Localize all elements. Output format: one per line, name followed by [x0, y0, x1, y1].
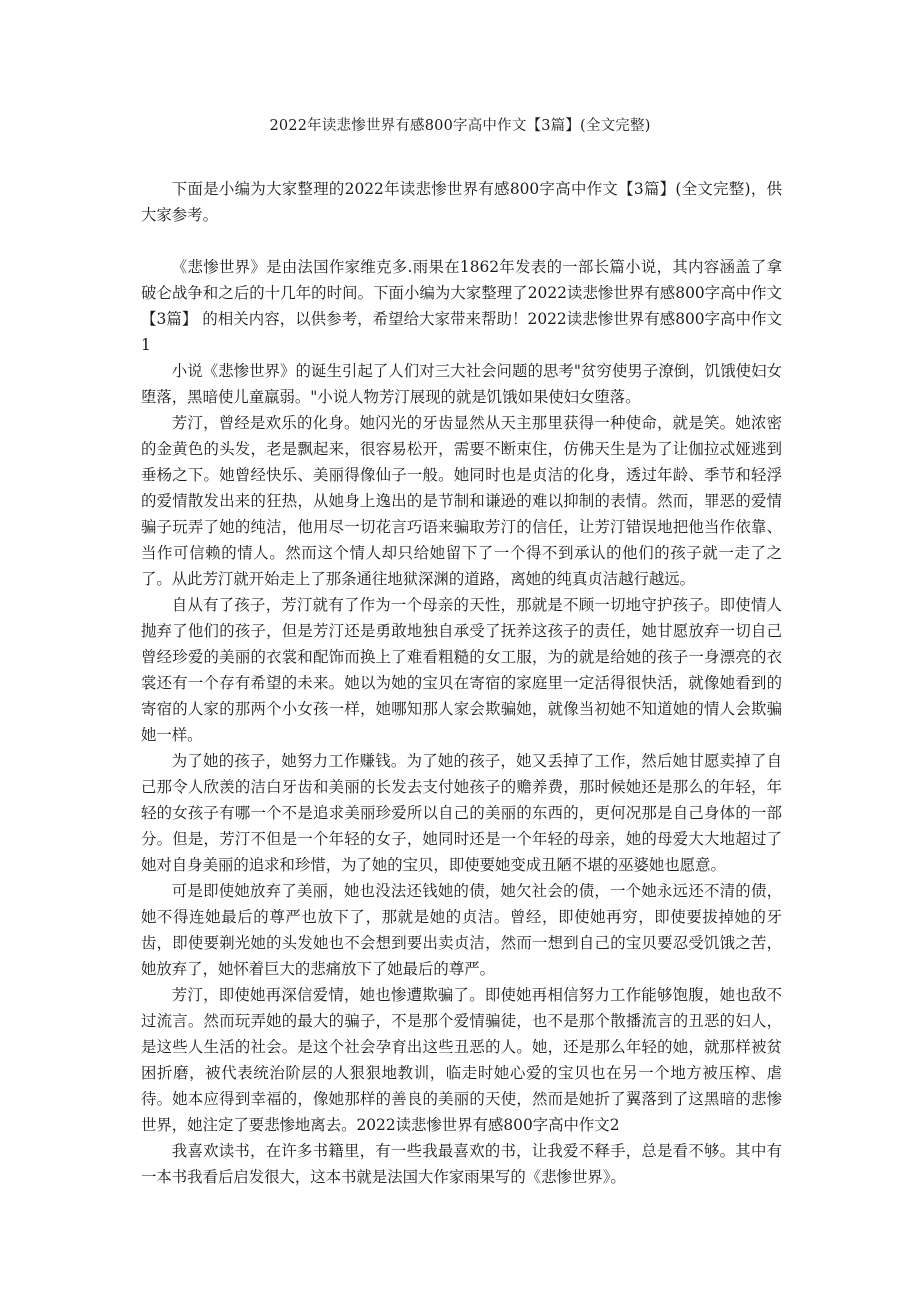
body-paragraph: 可是即使她放弃了美丽，她也没法还钱她的债，她欠社会的债，一个她永远还不清的债，她不得连她最后的尊严也放下了，那就是她的贞洁。曾经，即使她再穷，即使要拔掉她的牙齿，即使要剃光她的头发她也不会想到要出卖贞洁，然而一想到自己的宝贝要忍受饥饿之苦，她放弃了，她怀着巨大的悲痛放下了她最后的尊严。	[141, 882, 782, 978]
body-paragraph: 芳汀，即使她再深信爱情，她也惨遭欺骗了。即使她再相信努力工作能够饱腹，她也敌不过流言。然而玩弄她的最大的骗子，不是那个爱情骗徒，也不是那个散播流言的丑恶的妇人，是这些人生活的社会。是这个社会孕育出这些丑恶的人。她，还是那么年轻的她，就那样被贫困折磨，被代表统治阶层的人狠狠地教训，临走时她心爱的宝贝也在另一个地方被压榨、虐待。她本应得到幸福的，像她那样的善良的美丽的天使，然而是她折了翼落到了这黑暗的悲惨世界，她注定了要悲惨地离去。2022读悲惨世界有感800字高中作文2	[141, 986, 782, 1134]
body-paragraph: 芳汀，曾经是欢乐的化身。她闪光的牙齿显然从天主那里获得一种使命，就是笑。她浓密的金黄色的头发，老是飘起来，很容易松开，需要不断束住，仿佛天生是为了让伽拉忒娅逃到垂杨之下。她曾经快乐、美丽得像仙子一般。她同时也是贞洁的化身，透过年龄、季节和轻浮的爱情散发出来的狂热，从她身上逸出的是节制和谦逊的难以抑制的表情。然而，罪恶的爱情骗子玩弄了她的纯洁，他用尽一切花言巧语来骗取芳汀的信任，让芳汀错误地把他当作依靠、当作可信赖的情人。然而这个情人却只给她留下了一个得不到承认的他们的孩子就一走了之了。从此芳汀就开始走上了那条通往地狱深渊的道路，离她的纯真贞洁越行越远。	[141, 414, 782, 588]
body-paragraph: 为了她的孩子，她努力工作赚钱。为了她的孩子，她又丢掉了工作，然后她甘愿卖掉了自己那令人欣羡的洁白牙齿和美丽的长发去支付她孩子的赡养费，那时候她还是那么的年轻，年轻的女孩子有哪一个不是追求美丽珍爱所以自己的美丽的东西的，更何况那是自己身体的一部分。但是，芳汀不但是一个年轻的女子，她同时还是一个年轻的母亲，她的母爱大大地超过了她对自身美丽的追求和珍惜，为了她的宝贝，即使要她变成丑陋不堪的巫婆她也愿意。	[141, 752, 782, 874]
body-paragraph: 小说《悲惨世界》的诞生引起了人们对三大社会问题的思考"贫穷使男子潦倒，饥饿使妇女堕落，黑暗使儿童羸弱。"小说人物芳汀展现的就是饥饿如果使妇女堕落。	[141, 362, 782, 406]
body-paragraph: 《悲惨世界》是由法国作家维克多.雨果在1862年发表的一部长篇小说，其内容涵盖了拿破仑战争和之后的十几年的时间。下面小编为大家整理了2022读悲惨世界有感800字高中作文【3篇】 的相关内容，以供参考，希望给大家带来帮助！2022读悲惨世界有感800字高中作文1	[141, 258, 782, 354]
body-paragraph: 我喜欢读书，在许多书籍里，有一些我最喜欢的书，让我爱不释手，总是看不够。其中有一本书我看后启发很大，这本书就是法国大作家雨果写的《悲惨世界》。	[141, 1142, 782, 1186]
body-paragraph: 自从有了孩子，芳汀就有了作为一个母亲的天性，那就是不顾一切地守护孩子。即使情人抛弃了他们的孩子，但是芳汀还是勇敢地独自承受了抚养这孩子的责任，她甘愿放弃一切自己曾经珍爱的美丽的衣裳和配饰而换上了难看粗糙的女工服，为的就是给她的孩子一身漂亮的衣裳还有一个存有希望的未来。她以为她的宝贝在寄宿的家庭里一定活得很快活，就像她看到的寄宿的人家的那两个小女孩一样，她哪知那人家会欺骗她，就像当初她不知道她的情人会欺骗她一样。	[141, 596, 782, 744]
document-body	[141, 176, 782, 1190]
intro-paragraph: 下面是小编为大家整理的2022年读悲惨世界有感800字高中作文【3篇】(全文完整)，供大家参考。	[141, 180, 782, 224]
document-title: 2022年读悲惨世界有感800字高中作文【3篇】(全文完整)	[269, 118, 651, 134]
